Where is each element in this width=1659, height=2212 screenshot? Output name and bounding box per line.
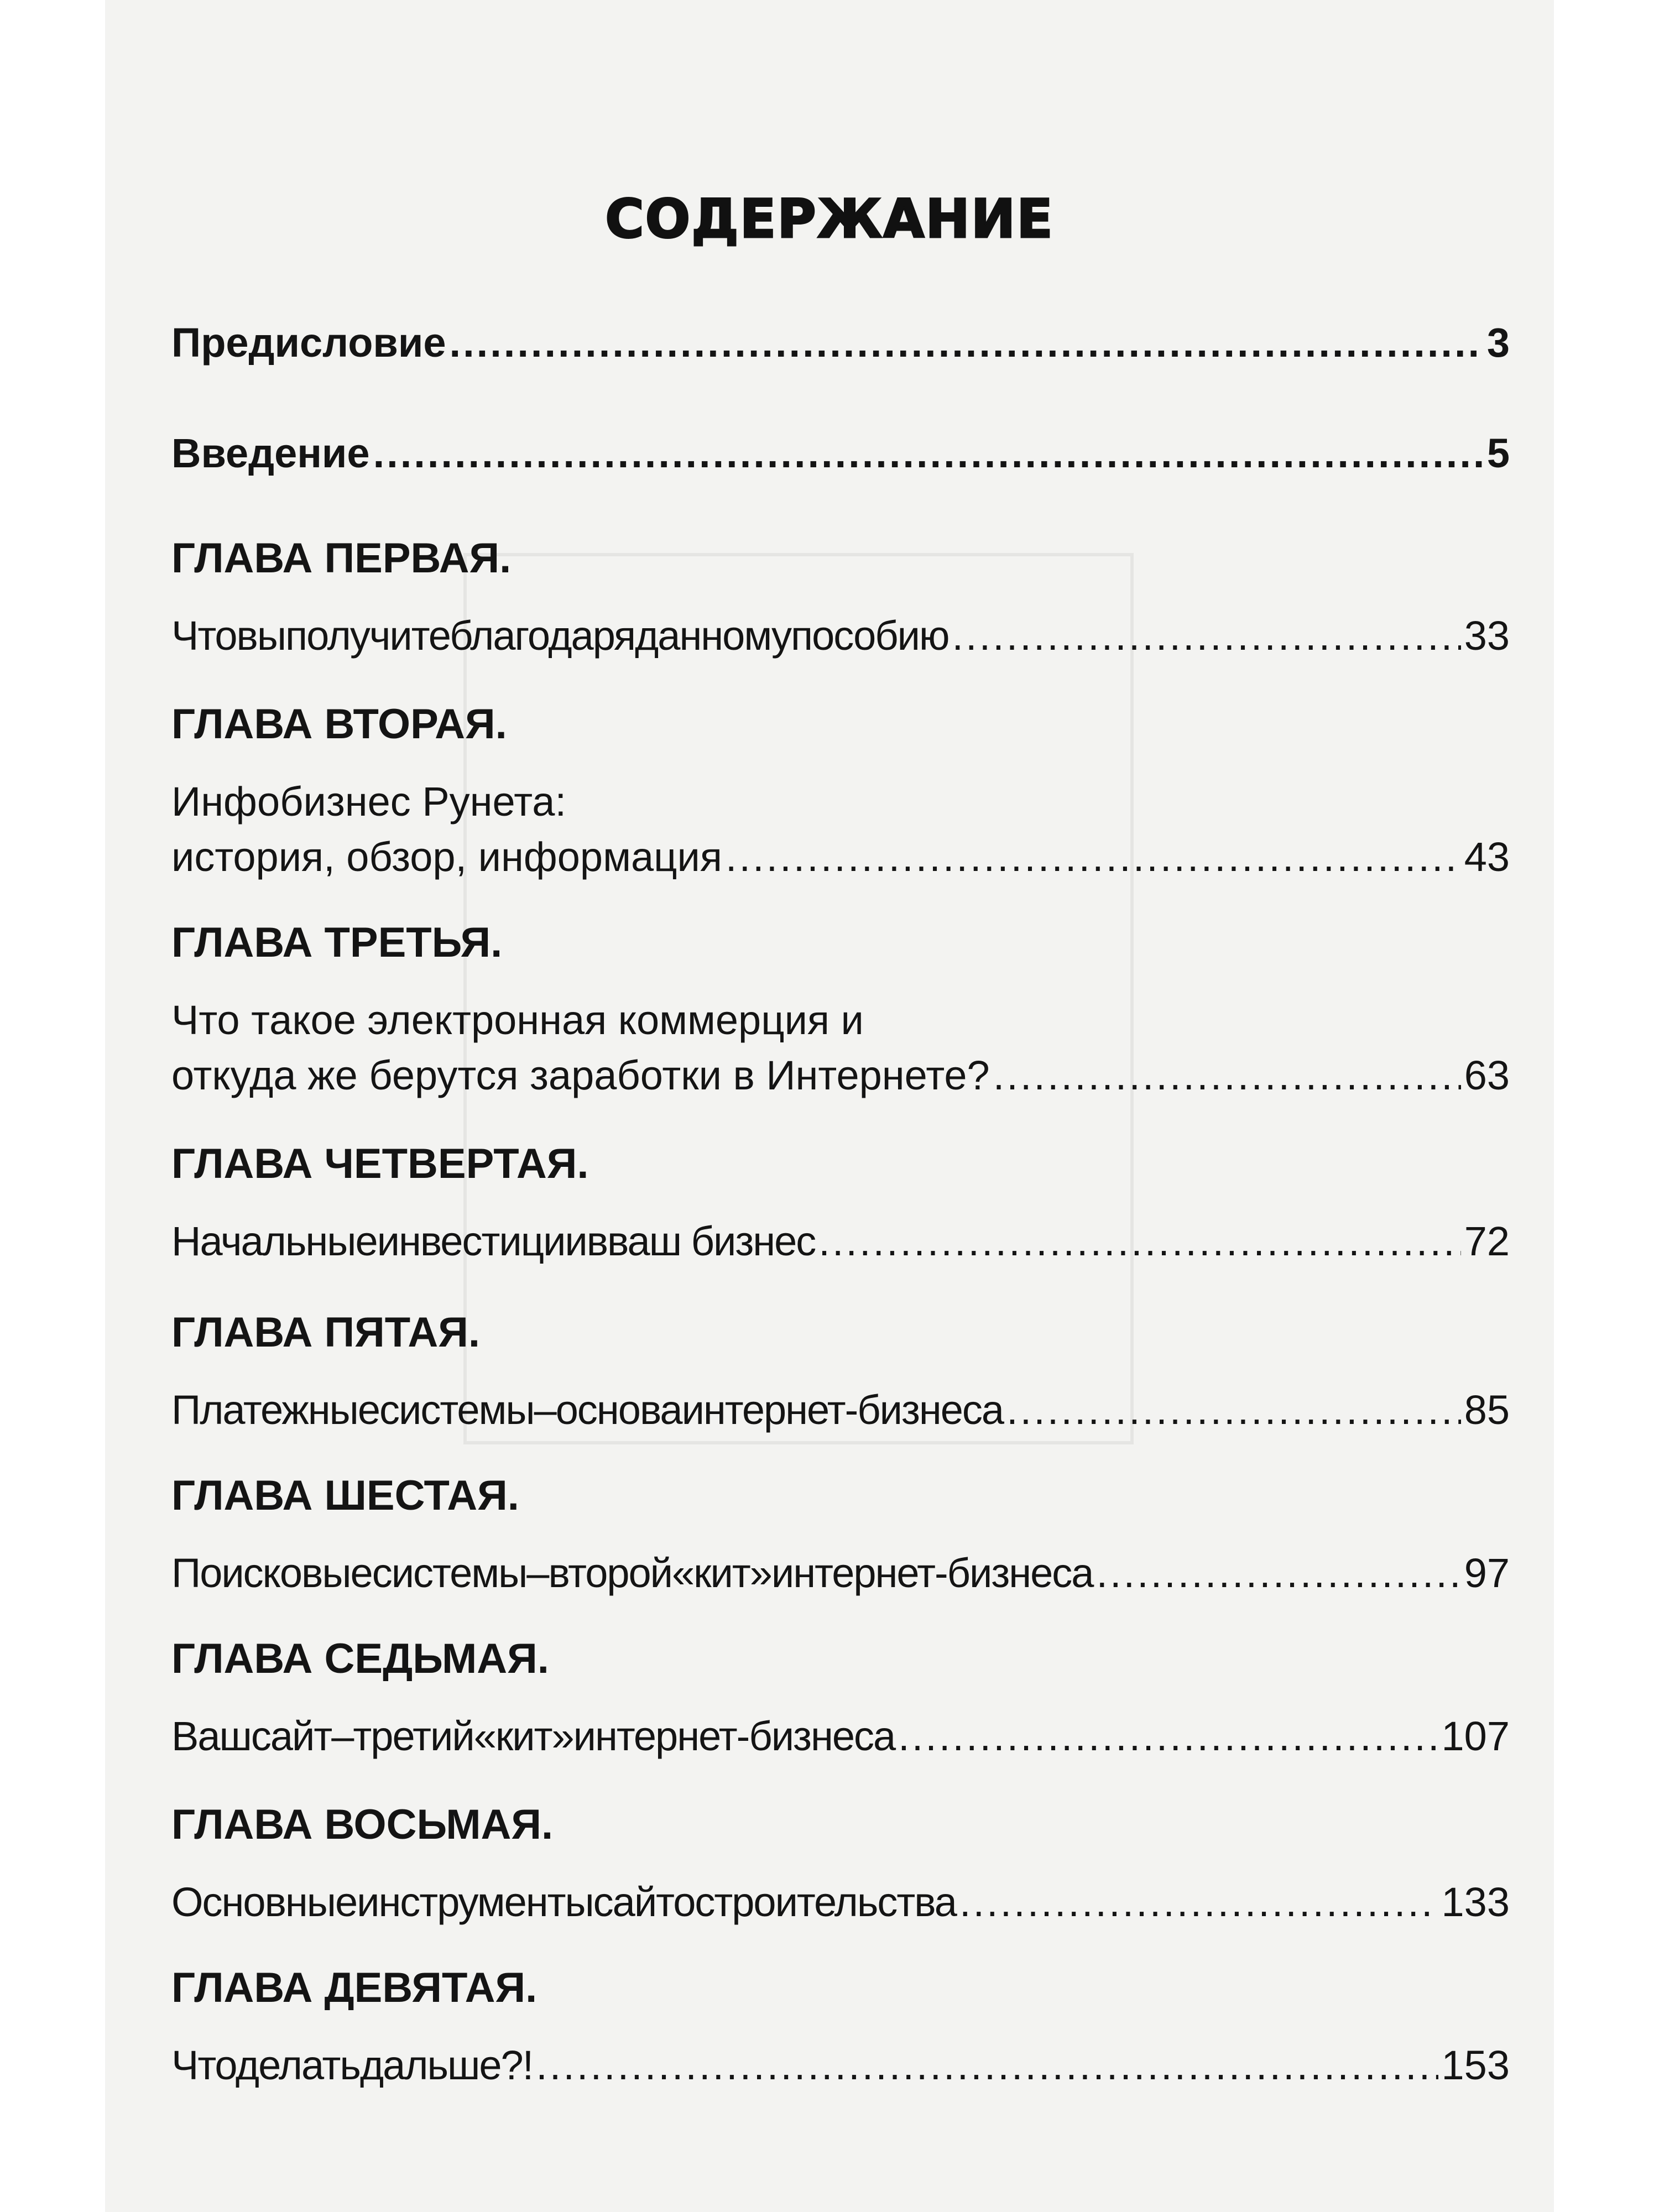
page-number: 107 <box>1441 1713 1510 1759</box>
dot-leader <box>373 426 1484 481</box>
toc-chapter-8 <box>171 1797 1510 1930</box>
chapter-title: Чтоделатьдальше?! <box>171 2042 533 2088</box>
page-number: 97 <box>1464 1550 1510 1596</box>
chapter-title: Поисковыесистемы–второй«кит»интернет-бизнеса <box>171 1550 1093 1596</box>
toc-chapter-6 <box>171 1468 1510 1601</box>
chapter-title: история, обзор, информация <box>171 834 722 880</box>
chapter-label: ГЛАВА ВОСЬМАЯ. <box>171 1801 554 1848</box>
page-title: СОДЕРЖАНИЕ <box>605 188 1054 250</box>
dot-leader <box>898 1709 1438 1764</box>
dot-leader <box>952 608 1460 664</box>
chapter-title: Платежныесистемы–основаинтернет-бизнеса <box>171 1387 1004 1433</box>
toc-chapter-3 <box>171 915 1510 1103</box>
toc-entry-title: Предисловие <box>171 320 446 366</box>
toc-entry-introduction <box>171 426 1510 481</box>
toc-line <box>171 1048 1510 1103</box>
page-number: 63 <box>1464 1052 1510 1098</box>
toc-line <box>171 1709 1510 1764</box>
chapter-title: Начальныеинвестициивваш бизнес <box>171 1218 816 1264</box>
dot-leader <box>959 1875 1438 1930</box>
page-number: 85 <box>1464 1387 1510 1433</box>
toc-chapter-7 <box>171 1631 1510 1764</box>
toc-line <box>171 1383 1510 1438</box>
page-number: 5 <box>1486 430 1510 476</box>
toc-chapter-1 <box>171 531 1510 664</box>
dot-leader <box>450 315 1484 371</box>
chapter-label: ГЛАВА ТРЕТЬЯ. <box>171 919 503 966</box>
chapter-title: Чтовыполучитеблагодаряданномупособию <box>171 613 949 659</box>
chapter-title: откуда же берутся заработки в Интернете? <box>171 1052 990 1098</box>
dot-leader <box>1096 1546 1460 1601</box>
dot-leader <box>536 2038 1438 2093</box>
toc-line <box>171 1875 1510 1930</box>
page-number: 133 <box>1441 1879 1510 1925</box>
toc-line <box>171 1214 1510 1269</box>
toc-chapter-5 <box>171 1305 1510 1438</box>
chapter-label: ГЛАВА ДЕВЯТАЯ. <box>171 1964 538 2011</box>
page-number: 153 <box>1441 2042 1510 2088</box>
page-number: 72 <box>1464 1218 1510 1264</box>
dot-leader <box>818 1214 1460 1269</box>
toc-line <box>171 608 1510 664</box>
toc-chapter-9 <box>171 1960 1510 2093</box>
chapter-title: Вашсайт–третий«кит»интернет-бизнеса <box>171 1713 895 1759</box>
chapter-label: ГЛАВА ВТОРАЯ. <box>171 701 507 748</box>
page-number: 33 <box>1464 613 1510 659</box>
chapter-title-line: Что такое электронная коммерция и <box>171 997 864 1043</box>
chapter-title-line: Инфобизнес Рунета: <box>171 779 567 825</box>
toc-line <box>171 830 1510 885</box>
toc-line <box>171 2038 1510 2093</box>
toc-chapter-2 <box>171 697 1510 885</box>
toc-chapter-4 <box>171 1136 1510 1269</box>
chapter-title: Основныеинструментысайтостроительства <box>171 1879 956 1925</box>
chapter-label: ГЛАВА ПЕРВАЯ. <box>171 535 512 582</box>
chapter-label: ГЛАВА ШЕСТАЯ. <box>171 1472 519 1519</box>
toc-entry-title: Введение <box>171 430 370 476</box>
chapter-label: ГЛАВА СЕДЬМАЯ. <box>171 1635 549 1682</box>
toc-line <box>171 315 1510 371</box>
toc-line <box>171 426 1510 481</box>
dot-leader <box>993 1048 1461 1103</box>
chapter-label: ГЛАВА ЧЕТВЕРТАЯ. <box>171 1140 589 1187</box>
chapter-label: ГЛАВА ПЯТАЯ. <box>171 1309 481 1356</box>
page-number: 3 <box>1486 320 1510 366</box>
dot-leader <box>1006 1383 1461 1438</box>
page-number: 43 <box>1464 834 1510 880</box>
dot-leader <box>726 830 1461 885</box>
book-page <box>105 0 1554 2212</box>
toc-line <box>171 1546 1510 1601</box>
toc-entry-preface <box>171 315 1510 371</box>
